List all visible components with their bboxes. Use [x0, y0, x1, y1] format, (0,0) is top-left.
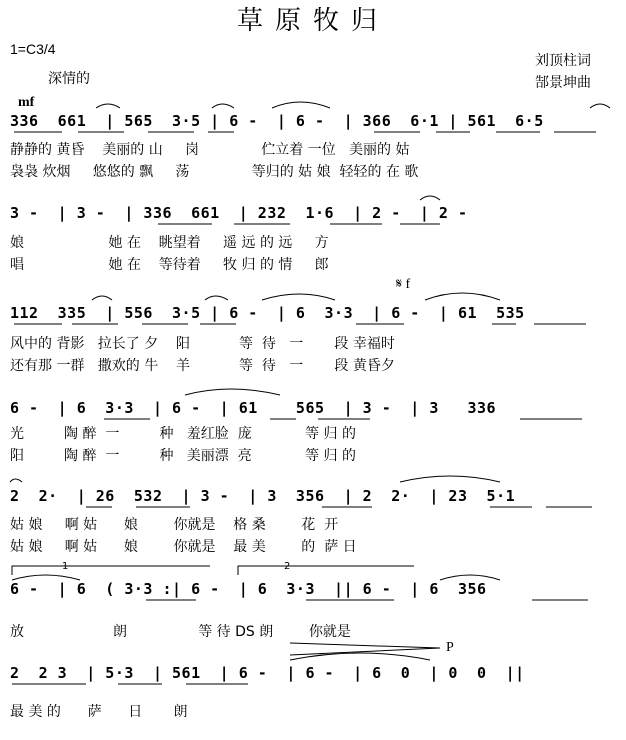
melody-row-1: 336 661 | 565 3·5 | 6 - | 6 - | 366 6·1 | 561 6·5: [10, 112, 544, 130]
tempo-marking: 深情的: [48, 71, 90, 87]
slur: [92, 296, 112, 300]
slur: [262, 294, 335, 300]
melody-row-2: 3 - | 3 - | 336 661 | 232 1·6 | 2 - | 2 -: [10, 204, 468, 222]
slur: [425, 293, 500, 300]
melody-row-5: 2 2· | 26 532 | 3 - | 3 356 | 2 2· | 23 5·1: [10, 487, 516, 505]
melody-row-3: 112 335 | 556 3·5 | 6 - | 6 3·3 | 6 - | 61 535: [10, 304, 525, 322]
lyrics-row-7: 最 美 的 萨 日 朗: [10, 704, 188, 720]
lyrics-row-1-verse-2: 袅袅 炊烟 悠悠的 飘 荡 等归的 姑 娘 轻轻的 在 歌: [10, 164, 419, 180]
slur: [96, 104, 120, 108]
song-title: 草原牧归: [236, 6, 389, 36]
volta-1-label: 1: [62, 561, 69, 572]
slur: [590, 104, 610, 108]
lyrics-row-2-verse-2: 唱 她 在 等待着 牧 归 的 情 郎: [10, 257, 329, 273]
lyrics-row-5-verse-2: 姑 娘 啊 姑 娘 你就是 最 美 的 萨 日: [10, 539, 357, 555]
volta-bracket-2: [238, 566, 414, 575]
lyrics-row-1-verse-1: 静静的 黄昏 美丽的 山 岗 伫立着 一位 美丽的 姑: [10, 142, 410, 158]
lyrics-row-4-verse-2: 阳 陶 醉 一 种 美丽漂 亮 等 归 的: [10, 448, 357, 464]
lyrics-row-5-verse-1: 姑 娘 啊 姑 娘 你就是 格 桑 花 开: [10, 517, 339, 533]
lyrics-row-6: 放 朗 等 待 DS 朗 你就是: [10, 624, 351, 640]
slur: [212, 104, 234, 108]
slur: [185, 389, 280, 395]
lyricist-credit: 刘顶柱词: [535, 53, 591, 69]
composer-credit: 郜景坤曲: [535, 75, 591, 91]
slur: [272, 102, 330, 108]
lyrics-row-3-verse-1: 风中的 背影 拉长了 夕 阳 等 待 一 段 幸福时: [10, 336, 395, 352]
segno-forte-marking: 𝄋 f: [396, 277, 411, 292]
lyrics-row-2-verse-1: 娘 她 在 眺望着 遥 远 的 远 方: [10, 235, 329, 251]
slur: [10, 479, 22, 482]
dynamic-mf: mf: [18, 95, 35, 110]
slur: [12, 575, 80, 580]
melody-row-6: 6 - | 6 ( 3·3 :| 6 - | 6 3·3 || 6 - | 6 356: [10, 580, 487, 598]
slur: [440, 575, 500, 580]
melody-row-7: 2 2 3 | 5·3 | 561 | 6 - | 6 - | 6 0 | 0 0 ||: [10, 664, 525, 682]
dynamic-p: P: [446, 640, 454, 655]
lyrics-row-4-verse-1: 光 陶 醉 一 种 羞红脸 庞 等 归 的: [10, 426, 357, 442]
slur: [205, 296, 228, 300]
lyrics-row-3-verse-2: 还有那 一群 撒欢的 牛 羊 等 待 一 段 黄昏夕: [10, 358, 395, 374]
volta-2-label: 2: [284, 561, 291, 572]
melody-row-4: 6 - | 6 3·3 | 6 - | 61 565 | 3 - | 3 336: [10, 399, 497, 417]
key-signature: 1=C3/4: [10, 41, 56, 57]
slur: [400, 476, 500, 482]
volta-bracket-1: [12, 566, 210, 575]
slur: [420, 196, 440, 200]
